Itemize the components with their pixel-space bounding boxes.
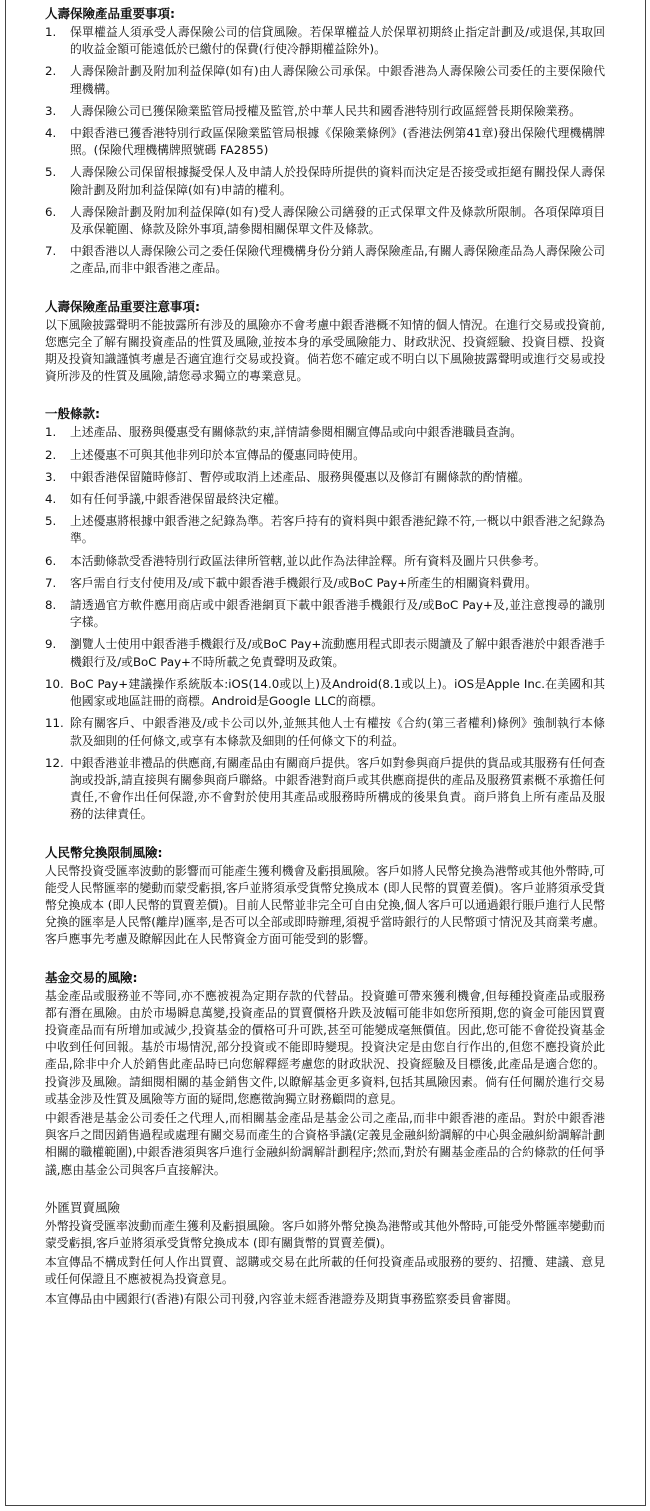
item-number: 5.	[45, 165, 57, 180]
list-item	[45, 125, 605, 159]
item-number: 2.	[45, 64, 57, 79]
list-item	[45, 755, 605, 824]
item-text: 如有任何爭議,中銀香港保留最終決定權。	[70, 492, 287, 507]
item-text: 除有關客戶、中銀香港及/或卡公司以外,並無其他人士有權按《合約(第三者權利)條例》強制執行本條款及細則的任何條文,或享有本條款及細則的任何條文下的利益。	[70, 716, 605, 748]
list-item	[45, 676, 605, 710]
list-item	[45, 636, 605, 670]
item-number: 8.	[45, 598, 57, 613]
section-general-terms	[45, 405, 605, 823]
item-text: 瀏覽人士使用中銀香港手機銀行及/或BoC Pay+流動應用程式即表示閱讀及了解中銀香港於中銀香港手機銀行及/或BoC Pay+不時所載之免責聲明及政策。	[70, 637, 605, 669]
paragraph: 本宣傳品不構成對任何人作出買賣、認購或交易在此所載的任何投資產品或服務的要約、招攬、建議、意見或任何保證且不應被視為投資意見。	[45, 1255, 605, 1287]
item-text: 請透過官方軟件應用商店或中銀香港網頁下載中銀香港手機銀行及/或BoC Pay+及,並注意搜尋的識別字樣。	[70, 598, 605, 630]
item-text: 本活動條款受香港特別行政區法律所管轄,並以此作為法律詮釋。所有資料及圖片只供參考。	[70, 553, 546, 568]
list-item	[45, 575, 605, 592]
item-number: 6.	[45, 553, 57, 568]
section-title: 人民幣兌換限制風險:	[45, 844, 163, 860]
list-item	[45, 513, 605, 547]
item-number: 12.	[45, 755, 64, 770]
item-number: 7.	[45, 575, 57, 590]
list-item	[45, 24, 605, 58]
list-item	[45, 424, 605, 441]
item-number: 3.	[45, 103, 57, 118]
list-item	[45, 491, 605, 508]
item-number: 10.	[45, 676, 64, 691]
item-text: 人壽保險計劃及附加利益保障(如有)受人壽保險公司繕發的正式保單文件及條款所限制。各項保障項目及承保範圍、條款及除外事項,請參閱相關保單文件及條款。	[70, 204, 605, 237]
list-item	[45, 204, 605, 238]
list-item	[45, 243, 605, 277]
item-number: 7.	[45, 244, 57, 259]
item-number: 2.	[45, 447, 57, 462]
item-text: 人壽保險計劃及附加利益保障(如有)由人壽保險公司承保。中銀香港為人壽保險公司委任的主要保險代理機構。	[70, 64, 605, 96]
list-item	[45, 469, 605, 486]
item-text: 中銀香港並非禮品的供應商,有關產品由有關商戶提供。客戶如對參與商戶提供的貨品或其服務有任何查詢或投訴,請直接與有關參與商戶聯絡。中銀香港對商戶或其供應商提供的產品及服務質素概不承擔任何責任,不會作出任何保證,亦不會對於使用其產品或服務時所構成的後果負責。商戶將負上所有產品及服務的法律責任。	[70, 755, 605, 822]
list-item	[45, 164, 605, 198]
item-number: 6.	[45, 204, 57, 219]
section-rmb-conversion-risk	[45, 844, 605, 949]
paragraph: 中銀香港是基金公司委任之代理人,而相關基金產品是基金公司之產品,而非中銀香港的產品。對於中銀香港與客戶之間因銷售過程或處理有關交易而產生的合資格爭議(定義見金融糾紛調解的中心與金融糾紛調解計劃相關的職權範圍),中銀香港須與客戶進行金融糾紛調解計劃程序;然而,對於有關基金產品的合約條款的任何爭議,應由基金公司與客戶直接解決。	[45, 1110, 605, 1177]
item-number: 4.	[45, 126, 57, 141]
item-text: 上述產品、服務與優惠受有關條款約束,詳情請參閱相關宣傳品或向中銀香港職員查詢。	[70, 425, 523, 440]
document-page	[5, 0, 646, 1506]
section-title: 外匯買賣風險	[45, 1199, 121, 1215]
section-title: 人壽保險產品重要事項:	[45, 6, 175, 21]
numbered-list	[45, 424, 605, 823]
item-number: 4.	[45, 492, 57, 507]
paragraph: 外幣投資受匯率波動而產生獲利及虧損風險。客戶如將外幣兌換為港幣或其他外幣時,可能受外幣匯率變動而蒙受虧損,客戶並將須承受貨幣兌換成本 (即有關貨幣的買賣差價)。	[45, 1218, 605, 1250]
section-fund-trading-risk	[45, 969, 605, 1179]
item-text: 人壽保險公司保留根據擬受保人及申請人於投保時所提供的資料而決定是否接受或拒絕有關投保人壽保險計劃及附加利益保障(如有)申請的權利。	[70, 165, 605, 197]
item-number: 5.	[45, 514, 57, 529]
item-text: BoC Pay+建議操作系統版本:iOS(14.0或以上)及Android(8.1或以上)。iOS是Apple Inc.在美國和其他國家或地區註冊的商標。Android是Google LLC的商標。	[70, 676, 605, 709]
item-text: 中銀香港以人壽保險公司之委任保險代理機構身份分銷人壽保險產品,有關人壽保險產品為人壽保險公司之產品,而非中銀香港之產品。	[70, 244, 605, 276]
numbered-list	[45, 24, 605, 278]
section-life-insurance-important-matters	[45, 5, 605, 278]
item-number: 1.	[45, 25, 57, 39]
item-text: 中銀香港保留隨時修訂、暫停或取消上述產品、服務與優惠以及修訂有關條款的酌情權。	[70, 469, 531, 484]
item-number: 1.	[45, 425, 57, 440]
paragraph: 人民幣投資受匯率波動的影響而可能產生獲利機會及虧損風險。客戶如將人民幣兌換為港幣或其他外幣時,可能受人民幣匯率的變動而蒙受虧損,客戶並將須承受貨幣兌換成本 (即人民幣的買賣差價)。客戶並將須承受貨幣兌換成本 (即人民幣的買賣差價)。目前人民幣並非完全可自由兌換,個人客戶可以通過銀行賬戶進行人民幣兌換的匯率是人民幣(離岸)匯率,是否可以全部或即時辦理,須視乎當時銀行的人民幣頭寸情況及其商業考慮。客戶應事先考慮及瞭解因此在人民幣資金方面可能受到的影響。	[45, 863, 605, 947]
item-text: 上述優惠將根據中銀香港之紀錄為準。若客戶持有的資料與中銀香港紀錄不符,一概以中銀香港之紀錄為準。	[70, 514, 605, 546]
list-item	[45, 597, 605, 631]
item-text: 保單權益人須承受人壽保險公司的信貸風險。若保單權益人於保單初期終止指定計劃及/或退保,其取回的收益金額可能遠低於已繳付的保費(行使冷靜期權益除外)。	[70, 25, 605, 57]
list-item	[45, 103, 605, 120]
list-item	[45, 715, 605, 749]
section-fx-trading-risk	[45, 1199, 605, 1308]
paragraph: 本宣傳品由中國銀行(香港)有限公司刊發,內容並未經香港證券及期貨事務監察委員會審閱。	[45, 1291, 519, 1306]
paragraph: 基金產品或服務並不等同,亦不應被視為定期存款的代替品。投資雖可帶來獲利機會,但每種投資產品或服務都有潛在風險。由於市場瞬息萬變,投資產品的買賣價格升跌及波幅可能非如您所預期,您的資金可能因買賣投資產品而有所增加或減少,投資基金的價格可升可跌,甚至可能變成毫無價值。因此,您可能不會從投資基金中收到任何回報。基於市場情況,部分投資或不能即時變現。投資決定是由您自行作出的,但您不應投資於此產品,除非中介人於銷售此產品時已向您解釋經考慮您的財政狀況、投資經驗及目標後,此產品是適合您的。投資涉及風險。請細閱相關的基金銷售文件,以瞭解基金更多資料,包括其風險因素。倘有任何關於進行交易或基金涉及性質及風險等方面的疑問,您應徵詢獨立財務顧問的意見。	[45, 988, 605, 1106]
item-number: 11.	[45, 716, 64, 731]
section-title: 基金交易的風險:	[45, 969, 138, 985]
item-text: 中銀香港已獲香港特別行政區保險業監管局根據《保險業條例》(香港法例第41章)發出保險代理機構牌照。(保險代理機構牌照號碼 FA2855)	[70, 126, 605, 158]
item-text: 客戶需自行支付使用及/或下載中銀香港手機銀行及/或BoC Pay+所產生的相關資料費用。	[70, 575, 538, 590]
section-title: 一般條款:	[45, 406, 100, 422]
item-number: 3.	[45, 469, 57, 484]
list-item	[45, 553, 605, 570]
item-number: 9.	[45, 637, 57, 652]
paragraph: 以下風險披露聲明不能披露所有涉及的風險亦不會考慮中銀香港概不知情的個人情況。在進行交易或投資前,您應完全了解有關投資產品的性質及風險,並按本身的承受風險能力、財政狀況、投資經驗、投資目標、投資期及投資知識謹慎考慮是否適宜進行交易或投資。倘若您不確定或不明白以下風險披露聲明或進行交易或投資所涉及的性質及風險,請您尋求獨立的專業意見。	[45, 317, 605, 384]
item-text: 人壽保險公司已獲保險業監管局授權及監管,於中華人民共和國香港特別行政區經營長期保險業務。	[70, 103, 582, 118]
section-title: 人壽保險產品重要注意事項:	[45, 298, 200, 314]
item-text: 上述優惠不可與其他非列印於本宣傳品的優惠同時使用。	[70, 447, 365, 462]
section-life-insurance-risk-notes	[45, 298, 605, 386]
list-item	[45, 447, 605, 464]
list-item	[45, 63, 605, 97]
